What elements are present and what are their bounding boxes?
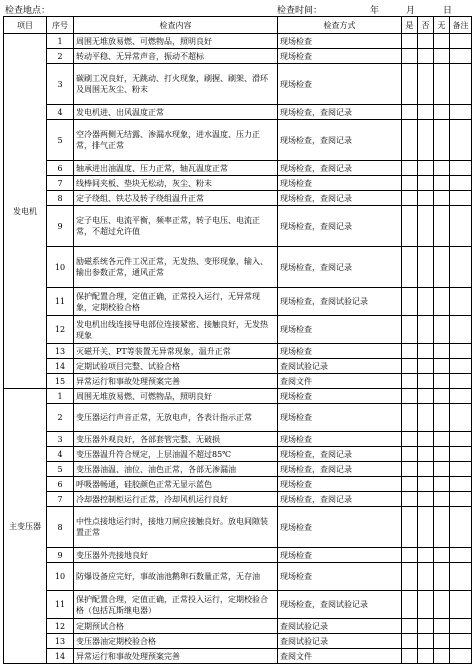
row-number: 8 bbox=[47, 507, 74, 548]
none-cell[interactable] bbox=[434, 120, 450, 161]
remarks-cell[interactable] bbox=[450, 619, 472, 634]
none-cell[interactable] bbox=[434, 548, 450, 563]
remarks-cell[interactable] bbox=[450, 477, 472, 492]
remarks-cell[interactable] bbox=[450, 548, 472, 563]
no-cell[interactable] bbox=[418, 374, 434, 389]
table-row bbox=[4, 288, 472, 316]
table-row bbox=[4, 161, 472, 176]
location-label: 检查地点： bbox=[5, 6, 51, 16]
yes-cell[interactable] bbox=[402, 191, 418, 206]
row-number: 1 bbox=[47, 389, 74, 404]
no-cell[interactable] bbox=[418, 548, 434, 563]
no-cell[interactable] bbox=[418, 206, 434, 247]
no-cell[interactable] bbox=[418, 389, 434, 404]
inspection-content: 变压器油温、油位、油色正常，各部无渗漏油 bbox=[74, 462, 278, 477]
inspection-content: 轴承进出油温度、压力正常，轴瓦温度正常 bbox=[74, 161, 278, 176]
inspection-method: 现场检查，查阅记录 bbox=[278, 191, 402, 206]
inspection-method: 现场检查 bbox=[278, 176, 402, 191]
yes-cell[interactable] bbox=[402, 404, 418, 432]
yes-cell[interactable] bbox=[402, 447, 418, 462]
no-cell[interactable] bbox=[418, 161, 434, 176]
yes-cell[interactable] bbox=[402, 359, 418, 374]
no-cell[interactable] bbox=[418, 288, 434, 316]
inspection-method: 现场检查 bbox=[278, 507, 402, 548]
table-row bbox=[4, 477, 472, 492]
no-cell[interactable] bbox=[418, 404, 434, 432]
remarks-cell[interactable] bbox=[450, 344, 472, 359]
remarks-cell[interactable] bbox=[450, 374, 472, 389]
row-number: 8 bbox=[47, 191, 74, 206]
no-cell[interactable] bbox=[418, 105, 434, 120]
inspection-content: 线棒间夹板、垫块无松动，灰尘、粉末 bbox=[74, 176, 278, 191]
yes-cell[interactable] bbox=[402, 619, 418, 634]
day-label: 日 bbox=[443, 6, 453, 16]
yes-cell[interactable] bbox=[402, 206, 418, 247]
yes-cell[interactable] bbox=[402, 563, 418, 591]
inspection-method: 现场检查，查阅试验记录 bbox=[278, 591, 402, 619]
yes-cell[interactable] bbox=[402, 389, 418, 404]
inspection-content: 异常运行和事故处理预案完善 bbox=[74, 649, 278, 664]
row-number: 10 bbox=[47, 247, 74, 288]
no-cell[interactable] bbox=[418, 191, 434, 206]
remarks-cell[interactable] bbox=[450, 176, 472, 191]
yes-cell[interactable] bbox=[402, 492, 418, 507]
row-number: 9 bbox=[47, 206, 74, 247]
no-cell[interactable] bbox=[418, 447, 434, 462]
none-cell[interactable] bbox=[434, 64, 450, 105]
table-row bbox=[4, 105, 472, 120]
remarks-cell[interactable] bbox=[450, 389, 472, 404]
table-row bbox=[4, 64, 472, 105]
table-row bbox=[4, 176, 472, 191]
inspection-content: 保护配置合理，定值正确，正常投入运行，无异常现象，定期校验合格 bbox=[74, 288, 278, 316]
yes-cell[interactable] bbox=[402, 120, 418, 161]
none-cell[interactable] bbox=[434, 176, 450, 191]
inspection-method: 现场检查 bbox=[278, 477, 402, 492]
column-header: 否 bbox=[418, 17, 434, 34]
none-cell[interactable] bbox=[434, 649, 450, 664]
inspection-content: 变压器外壳接地良好 bbox=[74, 548, 278, 563]
table-row bbox=[4, 49, 472, 64]
none-cell[interactable] bbox=[434, 288, 450, 316]
table-row bbox=[4, 34, 472, 49]
column-header: 检查内容 bbox=[74, 17, 278, 34]
row-number: 12 bbox=[47, 316, 74, 344]
no-cell[interactable] bbox=[418, 477, 434, 492]
inspection-method: 现场检查 bbox=[278, 432, 402, 447]
yes-cell[interactable] bbox=[402, 49, 418, 64]
inspection-method: 现场检查 bbox=[278, 548, 402, 563]
month-label: 月 bbox=[406, 6, 416, 16]
yes-cell[interactable] bbox=[402, 288, 418, 316]
inspection-method: 现场检查，查阅记录 bbox=[278, 247, 402, 288]
no-cell[interactable] bbox=[418, 359, 434, 374]
column-header: 无 bbox=[434, 17, 450, 34]
inspection-content: 保护配置合理，定值正确，正常投入运行，定期校验合格（包括瓦斯继电器） bbox=[74, 591, 278, 619]
table-row bbox=[4, 432, 472, 447]
remarks-cell[interactable] bbox=[450, 492, 472, 507]
none-cell[interactable] bbox=[434, 404, 450, 432]
no-cell[interactable] bbox=[418, 492, 434, 507]
none-cell[interactable] bbox=[434, 191, 450, 206]
table-header-row bbox=[4, 17, 472, 34]
none-cell[interactable] bbox=[434, 507, 450, 548]
none-cell[interactable] bbox=[434, 161, 450, 176]
none-cell[interactable] bbox=[434, 563, 450, 591]
year-label: 年 bbox=[370, 6, 380, 16]
section-name: 主变压器 bbox=[4, 389, 47, 664]
remarks-cell[interactable] bbox=[450, 34, 472, 49]
table-row bbox=[4, 344, 472, 359]
row-number: 2 bbox=[47, 404, 74, 432]
no-cell[interactable] bbox=[418, 49, 434, 64]
none-cell[interactable] bbox=[434, 389, 450, 404]
row-number: 1 bbox=[47, 34, 74, 49]
none-cell[interactable] bbox=[434, 105, 450, 120]
none-cell[interactable] bbox=[434, 247, 450, 288]
yes-cell[interactable] bbox=[402, 316, 418, 344]
table-row bbox=[4, 507, 472, 548]
remarks-cell[interactable] bbox=[450, 206, 472, 247]
yes-cell[interactable] bbox=[402, 176, 418, 191]
remarks-cell[interactable] bbox=[450, 359, 472, 374]
yes-cell[interactable] bbox=[402, 161, 418, 176]
inspection-method: 现场检查，查阅试验记录 bbox=[278, 288, 402, 316]
row-number: 14 bbox=[47, 649, 74, 664]
no-cell[interactable] bbox=[418, 176, 434, 191]
row-number: 6 bbox=[47, 161, 74, 176]
table-row bbox=[4, 462, 472, 477]
no-cell[interactable] bbox=[418, 432, 434, 447]
yes-cell[interactable] bbox=[402, 507, 418, 548]
no-cell[interactable] bbox=[418, 316, 434, 344]
no-cell[interactable] bbox=[418, 591, 434, 619]
none-cell[interactable] bbox=[434, 49, 450, 64]
inspection-content: 呼吸器畅通，硅胶颜色正常无显示蓝色 bbox=[74, 477, 278, 492]
row-number: 14 bbox=[47, 359, 74, 374]
inspection-content: 发电机进、出风温度正常 bbox=[74, 105, 278, 120]
row-number: 12 bbox=[47, 619, 74, 634]
inspection-table bbox=[3, 16, 472, 664]
column-header: 项目 bbox=[4, 17, 47, 34]
none-cell[interactable] bbox=[434, 206, 450, 247]
no-cell[interactable] bbox=[418, 64, 434, 105]
no-cell[interactable] bbox=[418, 120, 434, 161]
table-row bbox=[4, 447, 472, 462]
table-row bbox=[4, 316, 472, 344]
inspection-method: 现场检查 bbox=[278, 316, 402, 344]
row-number: 7 bbox=[47, 492, 74, 507]
table-row bbox=[4, 492, 472, 507]
row-number: 15 bbox=[47, 374, 74, 389]
row-number: 5 bbox=[47, 462, 74, 477]
inspection-method: 现场检查 bbox=[278, 389, 402, 404]
row-number: 11 bbox=[47, 591, 74, 619]
remarks-cell[interactable] bbox=[450, 49, 472, 64]
section-name: 发电机 bbox=[4, 34, 47, 389]
yes-cell[interactable] bbox=[402, 374, 418, 389]
remarks-cell[interactable] bbox=[450, 634, 472, 649]
inspection-method: 现场检查，查阅记录 bbox=[278, 492, 402, 507]
column-header: 检查方式 bbox=[278, 17, 402, 34]
row-number: 2 bbox=[47, 49, 74, 64]
yes-cell[interactable] bbox=[402, 649, 418, 664]
inspection-method: 现场检查 bbox=[278, 49, 402, 64]
table-row bbox=[4, 404, 472, 432]
none-cell[interactable] bbox=[434, 316, 450, 344]
yes-cell[interactable] bbox=[402, 247, 418, 288]
remarks-cell[interactable] bbox=[450, 507, 472, 548]
table-row bbox=[4, 359, 472, 374]
none-cell[interactable] bbox=[434, 634, 450, 649]
table-row bbox=[4, 389, 472, 404]
no-cell[interactable] bbox=[418, 619, 434, 634]
inspection-method: 现场检查，查阅记录 bbox=[278, 161, 402, 176]
remarks-cell[interactable] bbox=[450, 316, 472, 344]
time-label: 检查时间： bbox=[277, 6, 323, 16]
no-cell[interactable] bbox=[418, 247, 434, 288]
table-row bbox=[4, 634, 472, 649]
table-row bbox=[4, 191, 472, 206]
inspection-content: 周围无堆放易燃、可燃物品，照明良好 bbox=[74, 34, 278, 49]
inspection-content: 定期预试合格 bbox=[74, 619, 278, 634]
remarks-cell[interactable] bbox=[450, 288, 472, 316]
none-cell[interactable] bbox=[434, 462, 450, 477]
row-number: 4 bbox=[47, 447, 74, 462]
none-cell[interactable] bbox=[434, 432, 450, 447]
row-number: 3 bbox=[47, 432, 74, 447]
row-number: 13 bbox=[47, 344, 74, 359]
inspection-method: 查阅文件 bbox=[278, 649, 402, 664]
inspection-content: 定期试验项目完整、试验合格 bbox=[74, 359, 278, 374]
table-row bbox=[4, 206, 472, 247]
none-cell[interactable] bbox=[434, 359, 450, 374]
column-header: 序号 bbox=[47, 17, 74, 34]
inspection-content: 周围无堆放易燃、可燃物品，照明良好 bbox=[74, 389, 278, 404]
table-row bbox=[4, 120, 472, 161]
inspection-content: 变压器运行声音正常，无放电声，各表计指示正常 bbox=[74, 404, 278, 432]
inspection-method: 查阅文件 bbox=[278, 374, 402, 389]
inspection-content: 空冷器两侧无结露、渗漏水现象，进水温度、压力正常，排气正常 bbox=[74, 120, 278, 161]
row-number: 10 bbox=[47, 563, 74, 591]
row-number: 5 bbox=[47, 120, 74, 161]
yes-cell[interactable] bbox=[402, 591, 418, 619]
remarks-cell[interactable] bbox=[450, 563, 472, 591]
row-number: 7 bbox=[47, 176, 74, 191]
inspection-method: 现场检查 bbox=[278, 404, 402, 432]
yes-cell[interactable] bbox=[402, 477, 418, 492]
none-cell[interactable] bbox=[434, 619, 450, 634]
no-cell[interactable] bbox=[418, 507, 434, 548]
table-row bbox=[4, 563, 472, 591]
yes-cell[interactable] bbox=[402, 105, 418, 120]
remarks-cell[interactable] bbox=[450, 120, 472, 161]
inspection-method: 现场检查，查阅记录 bbox=[278, 447, 402, 462]
column-header: 是 bbox=[402, 17, 418, 34]
inspection-content: 定子绕组、铁芯及转子绕组温升正常 bbox=[74, 191, 278, 206]
yes-cell[interactable] bbox=[402, 344, 418, 359]
remarks-cell[interactable] bbox=[450, 404, 472, 432]
inspection-method: 查阅试验记录 bbox=[278, 619, 402, 634]
inspection-method: 现场检查 bbox=[278, 344, 402, 359]
inspection-content: 变压器油定期校验合格 bbox=[74, 634, 278, 649]
table-row bbox=[4, 247, 472, 288]
inspection-method: 现场检查，查阅记录 bbox=[278, 120, 402, 161]
table-row bbox=[4, 649, 472, 664]
inspection-method: 查阅试验记录 bbox=[278, 634, 402, 649]
remarks-cell[interactable] bbox=[450, 462, 472, 477]
column-header: 备注 bbox=[450, 17, 472, 34]
yes-cell[interactable] bbox=[402, 634, 418, 649]
none-cell[interactable] bbox=[434, 477, 450, 492]
remarks-cell[interactable] bbox=[450, 649, 472, 664]
table-row bbox=[4, 591, 472, 619]
no-cell[interactable] bbox=[418, 649, 434, 664]
inspection-content: 防爆设备应完好，事故油池鹅卵石数量正常，无存油 bbox=[74, 563, 278, 591]
none-cell[interactable] bbox=[434, 374, 450, 389]
remarks-cell[interactable] bbox=[450, 191, 472, 206]
yes-cell[interactable] bbox=[402, 548, 418, 563]
no-cell[interactable] bbox=[418, 34, 434, 49]
inspection-content: 励磁系统各元件工况正常，无发热、变形现象，输入、输出参数正常，通风正常 bbox=[74, 247, 278, 288]
inspection-method: 现场检查 bbox=[278, 34, 402, 49]
row-number: 9 bbox=[47, 548, 74, 563]
inspection-method: 现场检查，查阅记录 bbox=[278, 105, 402, 120]
remarks-cell[interactable] bbox=[450, 591, 472, 619]
inspection-content: 碳刷工况良好，无跳动、打火现象，刷握、刷架、滑环及周围无灰尘、粉末 bbox=[74, 64, 278, 105]
inspection-method: 现场检查 bbox=[278, 563, 402, 591]
yes-cell[interactable] bbox=[402, 34, 418, 49]
inspection-content: 变压器温升符合规定，上层油温不超过85℃ bbox=[74, 447, 278, 462]
none-cell[interactable] bbox=[434, 344, 450, 359]
row-number: 4 bbox=[47, 105, 74, 120]
inspection-content: 转动平稳、无异常声音，振动不超标 bbox=[74, 49, 278, 64]
form-header bbox=[3, 2, 471, 16]
inspection-content: 中性点接地运行时，接地刀闸应接触良好。放电间隙装置正常 bbox=[74, 507, 278, 548]
remarks-cell[interactable] bbox=[450, 432, 472, 447]
remarks-cell[interactable] bbox=[450, 161, 472, 176]
inspection-content: 变压器外观良好，各部套管完整、无破损 bbox=[74, 432, 278, 447]
row-number: 3 bbox=[47, 64, 74, 105]
none-cell[interactable] bbox=[434, 447, 450, 462]
no-cell[interactable] bbox=[418, 563, 434, 591]
none-cell[interactable] bbox=[434, 591, 450, 619]
row-number: 11 bbox=[47, 288, 74, 316]
row-number: 13 bbox=[47, 634, 74, 649]
table-row bbox=[4, 374, 472, 389]
none-cell[interactable] bbox=[434, 34, 450, 49]
inspection-method: 查阅试验记录 bbox=[278, 359, 402, 374]
inspection-content: 异常运行和事故处理预案完善 bbox=[74, 374, 278, 389]
none-cell[interactable] bbox=[434, 492, 450, 507]
inspection-content: 灭磁开关、PT等装置无异常现象，温升正常 bbox=[74, 344, 278, 359]
row-number: 6 bbox=[47, 477, 74, 492]
inspection-content: 发电机出线连接导电部位连接紧密、接触良好，无发热现象 bbox=[74, 316, 278, 344]
yes-cell[interactable] bbox=[402, 432, 418, 447]
no-cell[interactable] bbox=[418, 462, 434, 477]
inspection-content: 定子电压、电流平衡，频率正常，转子电压、电流正常，不超过允许值 bbox=[74, 206, 278, 247]
remarks-cell[interactable] bbox=[450, 447, 472, 462]
remarks-cell[interactable] bbox=[450, 247, 472, 288]
remarks-cell[interactable] bbox=[450, 64, 472, 105]
remarks-cell[interactable] bbox=[450, 105, 472, 120]
inspection-method: 现场检查，查阅记录 bbox=[278, 206, 402, 247]
inspection-method: 现场检查 bbox=[278, 64, 402, 105]
table-row bbox=[4, 619, 472, 634]
no-cell[interactable] bbox=[418, 634, 434, 649]
yes-cell[interactable] bbox=[402, 462, 418, 477]
inspection-content: 冷却器控制柜运行正常，冷却风机运行良好 bbox=[74, 492, 278, 507]
table-row bbox=[4, 548, 472, 563]
inspection-method: 现场检查，查阅记录 bbox=[278, 462, 402, 477]
no-cell[interactable] bbox=[418, 344, 434, 359]
yes-cell[interactable] bbox=[402, 64, 418, 105]
